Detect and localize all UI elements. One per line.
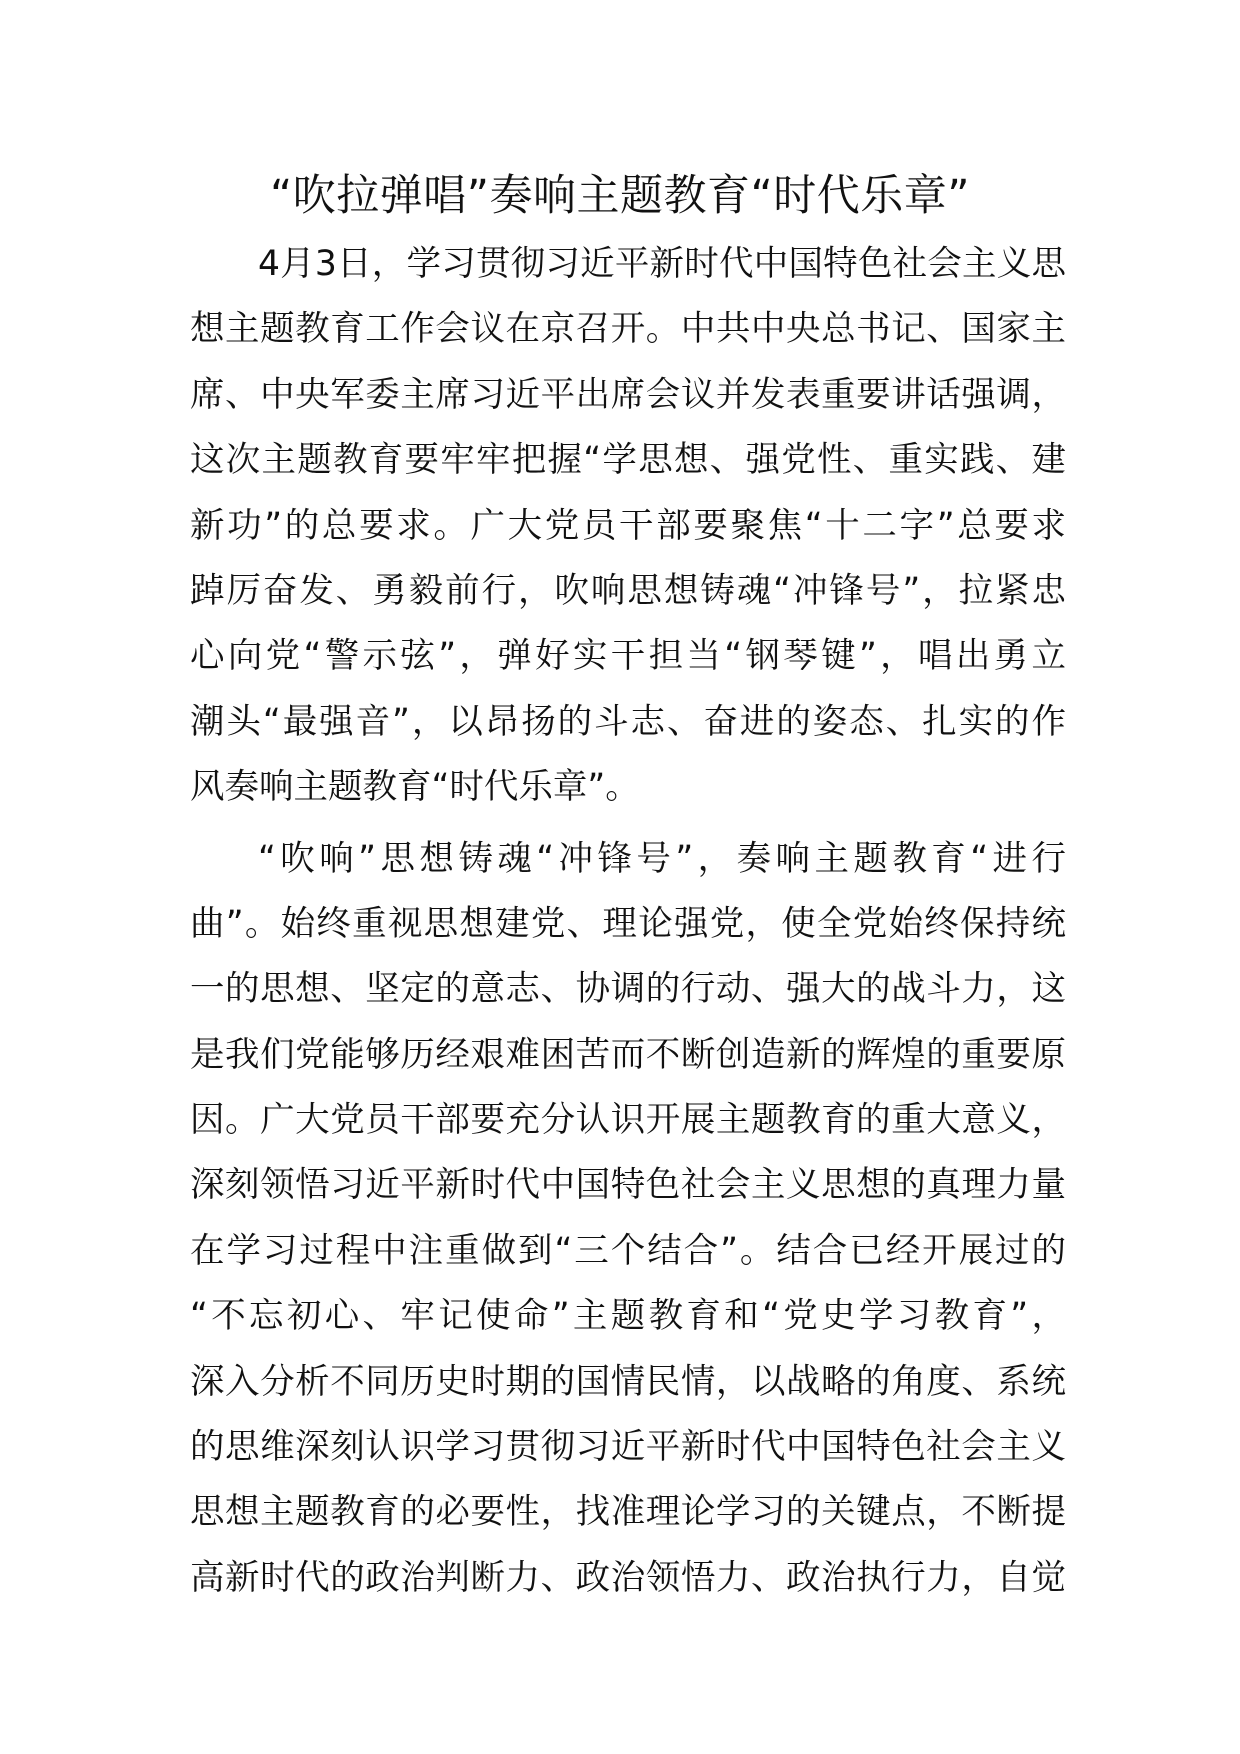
paragraph-1-line-7: 心向党“警示弦”，弹好实干担当“钢琴键”，唱出勇立 (190, 636, 1066, 677)
paragraph-2-line-12: 高新时代的政治判断力、政治领悟力、政治执行力，自觉 (190, 1557, 1066, 1598)
paragraph-2-line-5: 因。广大党员干部要充分认识开展主题教育的重大意义， (190, 1100, 1066, 1141)
document-body (190, 232, 1066, 1611)
paragraph-2-line-9: 深入分析不同历史时期的国情民情，以战略的角度、系统 (190, 1361, 1066, 1402)
paragraph-1-line-1: 4月3日，学习贯彻习近平新时代中国特色社会主义思 (258, 244, 1066, 284)
paragraph-1-line-3: 席、中央军委主席习近平出席会议并发表重要讲话强调， (190, 374, 1066, 415)
paragraph-2-line-10: 的思维深刻认识学习贯彻习近平新时代中国特色社会主义 (190, 1427, 1066, 1468)
paragraph-2-line-6: 深刻领悟习近平新时代中国特色社会主义思想的真理力量 (190, 1165, 1066, 1206)
paragraph-2-line-4: 是我们党能够历经艰难困苦而不断创造新的辉煌的重要原 (190, 1034, 1066, 1075)
paragraph-2-line-8: “不忘初心、牢记使命”主题教育和“党史学习教育”， (190, 1296, 1066, 1337)
paragraph-1-line-2: 想主题教育工作会议在京召开。中共中央总书记、国家主 (190, 309, 1066, 350)
paragraph-1-line-8: 潮头“最强音”，以昂扬的斗志、奋进的姿态、扎实的作 (190, 701, 1066, 742)
paragraph-1-line-4: 这次主题教育要牢牢把握“学思想、强党性、重实践、建 (190, 440, 1066, 481)
paragraph-1-line-6: 踔厉奋发、勇毅前行，吹响思想铸魂“冲锋号”，拉紧忠 (190, 570, 1066, 611)
document-title: “吹拉弹唱”奏响主题教育“时代乐章” (269, 171, 971, 221)
paragraph-2-line-11: 思想主题教育的必要性，找准理论学习的关键点，不断提 (190, 1492, 1066, 1533)
paragraph-2-line-7: 在学习过程中注重做到“三个结合”。结合已经开展过的 (190, 1230, 1066, 1271)
paragraph-1-line-9: 风奏响主题教育“时代乐章”。 (190, 767, 640, 808)
paragraph-1-line-5: 新功”的总要求。广大党员干部要聚焦“十二字”总要求 (190, 505, 1066, 546)
paragraph-2-line-3: 一的思想、坚定的意志、协调的行动、强大的战斗力，这 (190, 969, 1066, 1010)
paragraph-2-line-2: 曲”。始终重视思想建党、理论强党，使全党始终保持统 (190, 903, 1066, 944)
paragraph-2-line-1: “吹响”思想铸魂“冲锋号”，奏响主题教育“进行 (258, 838, 1066, 879)
